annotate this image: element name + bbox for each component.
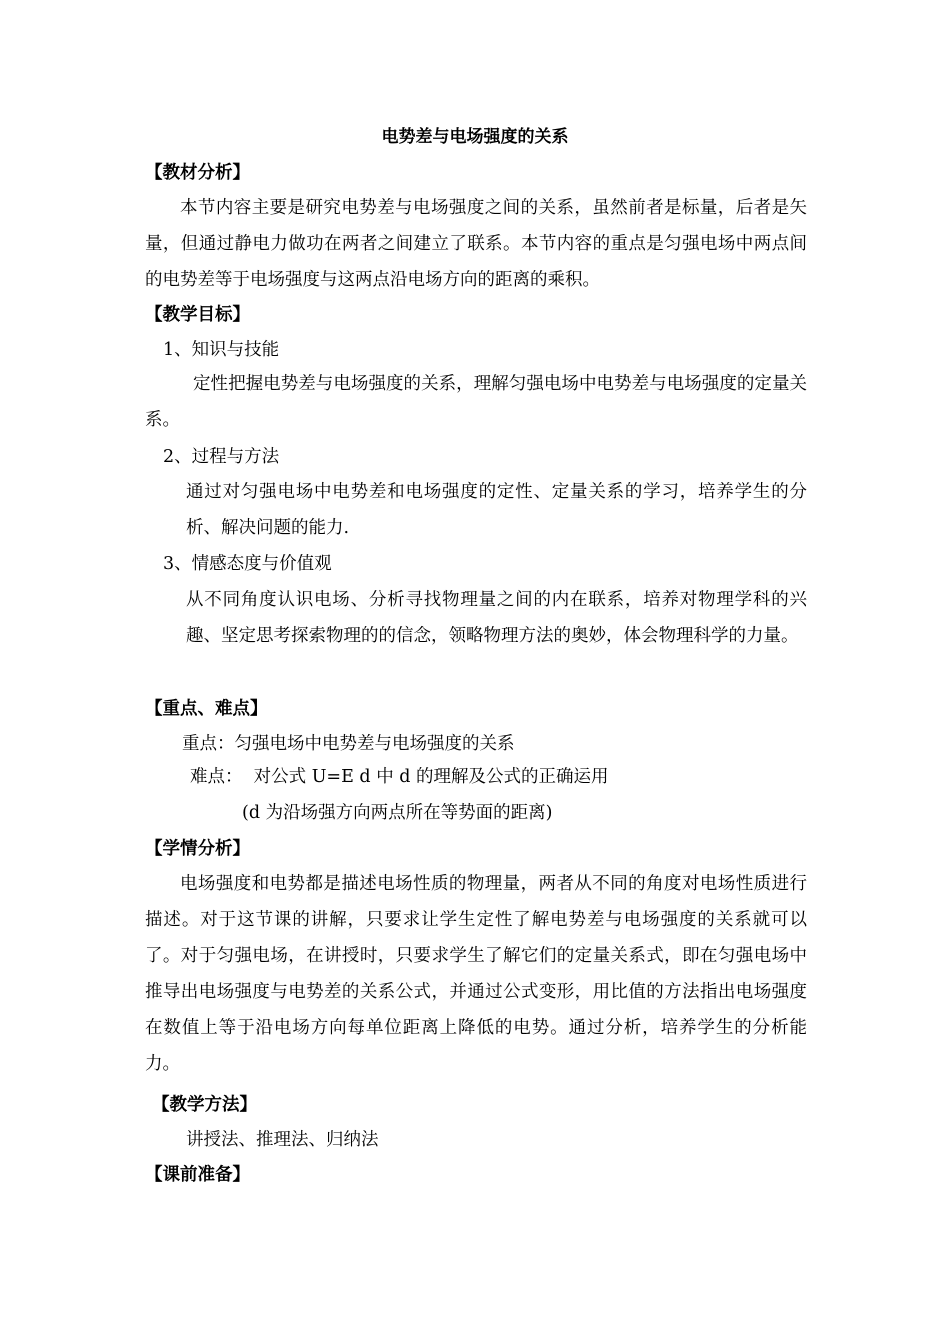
goal-2-text: 通过对匀强电场中电势差和电场强度的定性、定量关系的学习，培养学生的分析、解决问题的能力. — [186, 482, 807, 538]
heading-goals: 【教学目标】 — [145, 305, 250, 325]
goal-1-text: 定性把握电势差与电场强度的关系，理解匀强电场中电势差与电场强度的定量关系。 — [145, 374, 807, 430]
heading-methods: 【教学方法】 — [152, 1095, 257, 1115]
goal-3-text: 从不同角度认识电场、分析寻找物理量之间的内在联系，培养对物理学科的兴趣、坚定思考探索物理的的信念，领略物理方法的奥妙，体会物理科学的力量。 — [186, 590, 807, 646]
difficult-note: (d 为沿场强方向两点所在等势面的距离) — [242, 803, 553, 823]
methods-text: 讲授法、推理法、归纳法 — [186, 1130, 379, 1150]
paragraph-materials: 本节内容主要是研究电势差与电场强度之间的关系，虽然前者是标量，后者是矢量，但通过静电力做功在两者之间建立了联系。本节内容的重点是匀强电场中两点间的电势差等于电场强度与这两点沿电场方向的距离的乘积。 — [145, 198, 807, 290]
paragraph-students: 电场强度和电势都是描述电场性质的物理量，两者从不同的角度对电场性质进行描述。对于这节课的讲解，只要求让学生定性了解电势差与电场强度的关系就可以了。对于匀强电场，在讲授时，只要求学生了解它们的定量关系式，即在匀强电场中推导出电场强度与电势差的关系公式，并通过公式变形，用比值的方法指出电场强度在数值上等于沿电场方向每单位距离上降低的电势。通过分析，培养学生的分析能力。 — [145, 874, 807, 1074]
goal-2-title: 2、过程与方法 — [163, 447, 280, 467]
document-title: 电势差与电场强度的关系 — [381, 127, 569, 147]
heading-prep: 【课前准备】 — [145, 1165, 250, 1185]
difficult-point: 难点： 对公式 U=E d 中 d 的理解及公式的正确运用 — [190, 767, 609, 787]
heading-materials: 【教材分析】 — [145, 163, 250, 183]
heading-students: 【学情分析】 — [145, 839, 250, 859]
heading-keypoints: 【重点、难点】 — [145, 699, 268, 719]
key-point: 重点：匀强电场中电势差与电场强度的关系 — [182, 734, 515, 754]
goal-3-title: 3、情感态度与价值观 — [163, 554, 332, 574]
goal-1-title: 1、知识与技能 — [163, 340, 280, 360]
